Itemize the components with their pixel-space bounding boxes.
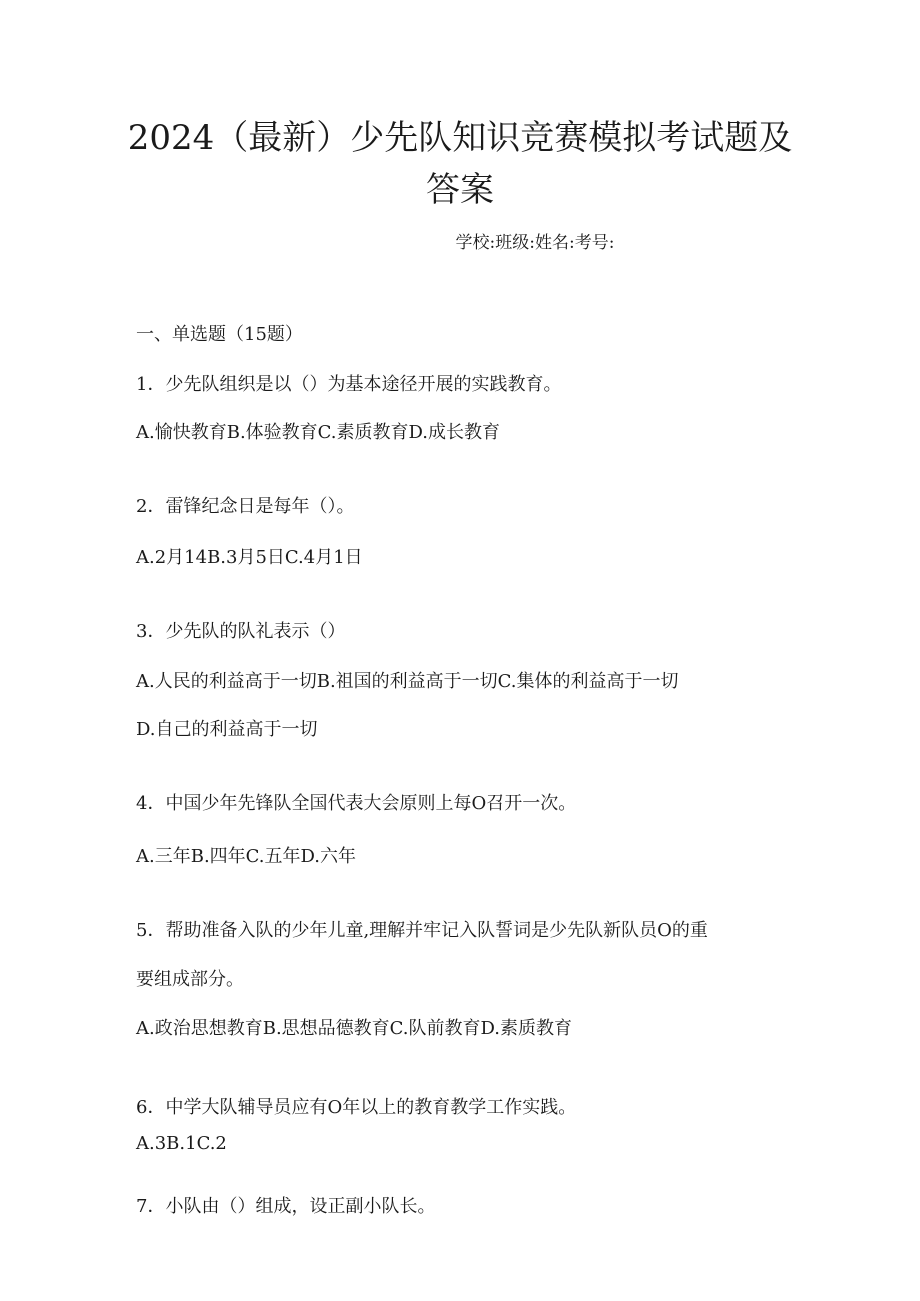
- question-6-stem: 6．中学大队辅导员应有O年以上的教育教学工作实践。: [136, 1097, 577, 1118]
- question-2-stem: 2．雷锋纪念日是每年（）。: [136, 496, 355, 517]
- title-line-2: 答案: [426, 170, 494, 210]
- title-line-1: 2024（最新）少先队知识竞赛模拟考试题及: [127, 118, 793, 158]
- question-1-stem: 1．少先队组织是以（）为基本途径开展的实践教育。: [136, 374, 562, 395]
- section-heading: 一、单选题（15题）: [136, 324, 303, 345]
- question-4-options: A.三年B.四年C.五年D.六年: [136, 846, 357, 867]
- question-2-options: A.2月14B.3月5日C.4月1日: [136, 547, 363, 568]
- question-7-stem: 7．小队由（）组成，设正副小队长。: [136, 1196, 436, 1217]
- question-5-stem: 5．帮助准备入队的少年儿童,理解并牢记入队誓词是少先队新队员O的重: [136, 920, 708, 941]
- question-3-options-cont: D.自己的利益高于一切: [136, 719, 318, 740]
- student-info-text: 学校:班级:姓名:考号:: [455, 233, 615, 253]
- question-5-options: A.政治思想教育B.思想品德教育C.队前教育D.素质教育: [136, 1018, 573, 1039]
- question-3-stem: 3．少先队的队礼表示（）: [136, 621, 346, 642]
- student-info-line: [0, 228, 920, 253]
- question-5-stem-cont: 要组成部分。: [136, 969, 244, 990]
- question-1-options: A.愉快教育B.体验教育C.素质教育D.成长教育: [136, 422, 501, 443]
- question-3-options: A.人民的利益高于一切B.祖国的利益高于一切C.集体的利益高于一切: [136, 671, 679, 692]
- question-4-stem: 4．中国少年先锋队全国代表大会原则上每O召开一次。: [136, 793, 577, 814]
- question-6-options: A.3B.1C.2: [136, 1133, 227, 1154]
- document-title: [110, 112, 810, 216]
